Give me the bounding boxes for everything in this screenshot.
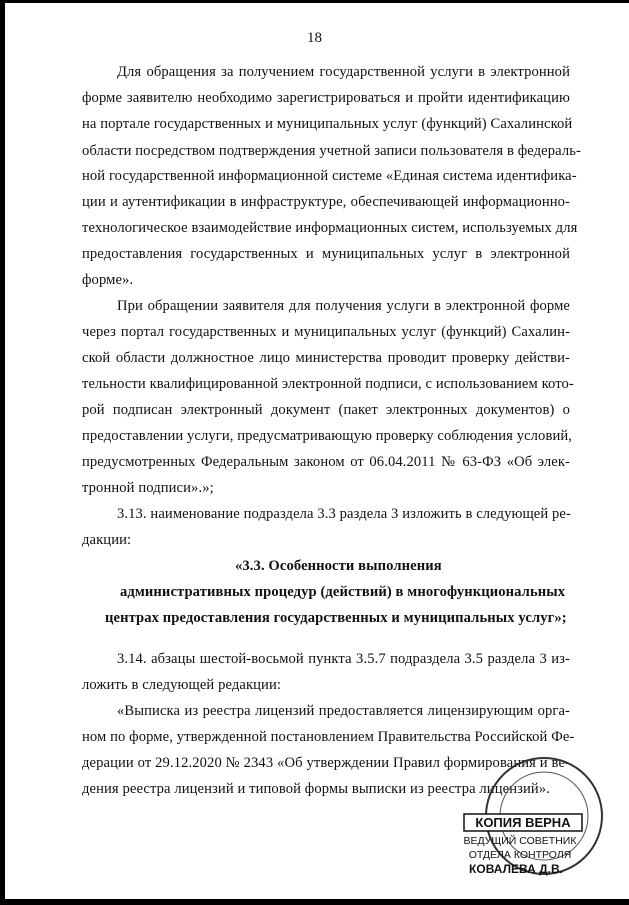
- section-heading-line: административных процедур (действий) в многофункциональных: [120, 584, 566, 600]
- paragraph-3-line: дерации от 29.12.2020 № 2343 «Об утверждении Правил формирования и ве-: [82, 755, 570, 771]
- paragraph-1-line: области посредством подтверждения учетной записи пользователя в федераль-: [82, 143, 581, 159]
- paragraph-2-line: через портал государственных и муниципальных услуг (функций) Сахалин-: [82, 324, 570, 340]
- stamp-line: КОПИЯ ВЕРНА: [475, 815, 571, 830]
- page-number: 18: [307, 30, 322, 46]
- certification-stamp: [448, 752, 608, 890]
- paragraph-3-line: «Выписка из реестра лицензий предоставляется лицензирующим орга-: [117, 703, 570, 719]
- paragraph-2-line: При обращении заявителя для получения услуги в электронной форме: [117, 298, 570, 314]
- paragraph-1-line: технологическое взаимодействие информационных систем, используемых для: [82, 220, 578, 236]
- paragraph-2-line: предоставлении услуги, предусматривающую проверку соблюдения условий,: [82, 428, 573, 444]
- paragraph-1-line: на портале государственных и муниципальных услуг (функций) Сахалинской: [82, 116, 573, 132]
- item-3-13-line: дакции:: [82, 532, 132, 548]
- scan-edge-left: [0, 0, 5, 905]
- paragraph-1-line: ции и аутентификации в инфраструктуре, обеспечивающей информационно-: [82, 194, 570, 210]
- paragraph-1-line: предоставления государственных и муниципальных услуг в электронной: [82, 246, 570, 262]
- paragraph-2-line: предусмотренных Федеральным законом от 06.04.2011 № 63-ФЗ «Об элек-: [82, 454, 570, 470]
- section-heading-line: центрах предоставления государственных и муниципальных услуг»;: [105, 610, 567, 626]
- scan-edge-bottom: [0, 899, 629, 905]
- item-3-13-line: 3.13. наименование подраздела 3.3 раздела 3 изложить в следующей ре-: [117, 506, 571, 522]
- paragraph-2-line: тронной подписи».»;: [82, 480, 214, 496]
- section-heading-line: «3.3. Особенности выполнения: [235, 558, 442, 574]
- paragraph-1-line: форме».: [82, 272, 134, 288]
- item-3-14-line: ложить в следующей редакции:: [82, 677, 282, 693]
- paragraph-3-line: ном по форме, утвержденной постановлением Правительства Российской Фе-: [82, 729, 575, 745]
- paragraph-1-line: ной государственной информационной системе «Единая система идентифика-: [82, 168, 577, 184]
- item-3-14-line: 3.14. абзацы шестой-восьмой пункта 3.5.7 подраздела 3.5 раздела 3 из-: [117, 651, 570, 667]
- scan-edge-top: [0, 0, 629, 3]
- paragraph-3-line: дения реестра лицензий и типовой формы выписки из реестра лицензий».: [82, 781, 550, 797]
- stamp-line: КОВАЛЕВА Д.В.: [469, 862, 563, 876]
- paragraph-2-line: ской области должностное лицо министерства проводит проверку действи-: [82, 350, 570, 366]
- stamp-line: ВЕДУЩИЙ СОВЕТНИК: [463, 835, 577, 847]
- paragraph-1-line: Для обращения за получением государственной услуги в электронной: [117, 64, 570, 80]
- paragraph-2-line: тельности квалифицированной электронной подписи, с использованием кото-: [82, 376, 574, 392]
- paragraph-2-line: рой подписан электронный документ (пакет электронных документов) о: [82, 402, 570, 418]
- stamp-line: ОТДЕЛА КОНТРОЛЯ: [468, 849, 572, 861]
- paragraph-1-line: форме заявителю необходимо зарегистрироваться и пройти идентификацию: [82, 90, 570, 106]
